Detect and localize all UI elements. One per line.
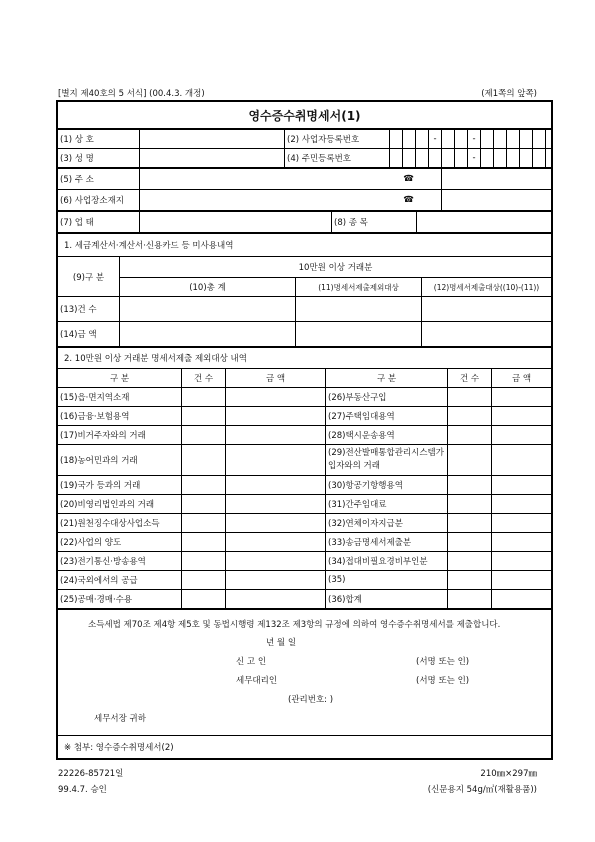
amount-subject-input[interactable] <box>422 322 552 347</box>
amount-input[interactable] <box>492 445 552 476</box>
biz-type-input[interactable] <box>140 212 332 233</box>
resident-digit[interactable] <box>481 149 494 168</box>
amount-input[interactable] <box>226 445 326 476</box>
table-row <box>58 590 552 609</box>
label-biz-reg: (2) 사업자등록번호 <box>285 130 390 149</box>
count-input[interactable] <box>182 514 226 533</box>
row-label: (23)전기통신·방송용역 <box>58 552 182 571</box>
section2-title: 2. 10만원 이상 거래분 명세서제출 제외대상 내역 <box>58 348 552 369</box>
label-biz-item: (8) 종 목 <box>332 212 417 233</box>
count-input[interactable] <box>182 445 226 476</box>
count-input[interactable] <box>182 590 226 609</box>
count-input[interactable] <box>448 590 492 609</box>
row-label: (18)농어민과의 거래 <box>58 445 182 476</box>
declaration-box <box>58 610 552 736</box>
resident-digit[interactable] <box>429 149 442 168</box>
row-label: (29)전산발매통합관리시스템가입자와의 거래 <box>326 445 448 476</box>
row-label: (30)항공기항행용역 <box>326 476 448 495</box>
row-label: (20)비영리법인과의 거래 <box>58 495 182 514</box>
info-table <box>57 129 552 168</box>
label-resident-no: (4) 주민등록번호 <box>285 149 390 168</box>
count-input[interactable] <box>448 426 492 445</box>
table-row <box>58 388 552 407</box>
biz-reg-digit[interactable] <box>390 130 403 149</box>
section1-title: 1. 세금계산서·계산서·신용카드 등 미사용내역 <box>58 234 552 257</box>
amount-input[interactable] <box>492 495 552 514</box>
amount-input[interactable] <box>492 514 552 533</box>
row-label: (24)국외에서의 공급 <box>58 571 182 590</box>
resident-digit[interactable] <box>416 149 429 168</box>
address-table <box>57 168 552 211</box>
row-label: (25)공매·경매·수용 <box>58 590 182 609</box>
amount-input[interactable] <box>492 590 552 609</box>
attachment-note: ※ 첨부: 영수증수취명세서(2) <box>58 736 552 759</box>
biz-reg-digit[interactable] <box>442 130 455 149</box>
biz-reg-digit[interactable] <box>455 130 468 149</box>
amount-input[interactable] <box>492 388 552 407</box>
count-input[interactable] <box>448 571 492 590</box>
section1-table <box>57 233 552 347</box>
count-total-input[interactable] <box>120 297 296 322</box>
amount-input[interactable] <box>226 388 326 407</box>
count-input[interactable] <box>448 495 492 514</box>
resident-digit[interactable] <box>403 149 416 168</box>
company-input[interactable] <box>140 130 285 149</box>
header-count: 건 수 <box>448 369 492 388</box>
row-label: (17)비거주자와의 거래 <box>58 426 182 445</box>
addressee: 세무서장 귀하 <box>94 714 146 724</box>
count-subject-input[interactable] <box>422 297 552 322</box>
label-count: (13)건 수 <box>58 297 120 322</box>
resident-digit[interactable] <box>455 149 468 168</box>
label-biz-type: (7) 업 태 <box>58 212 140 233</box>
biz-reg-digit[interactable] <box>533 130 546 149</box>
biz-reg-digit[interactable] <box>520 130 533 149</box>
form-title: 영수증수취명세서(1) <box>58 102 552 129</box>
count-input[interactable] <box>182 388 226 407</box>
row-label: (15)읍·면지역소재 <box>58 388 182 407</box>
resident-digit[interactable] <box>507 149 520 168</box>
count-input[interactable] <box>448 407 492 426</box>
section2-table <box>57 347 552 609</box>
label-subject: (12)명세서제출대상((10)-(11)) <box>422 278 552 297</box>
row-label: (21)원천징수대상사업소득 <box>58 514 182 533</box>
count-input[interactable] <box>182 426 226 445</box>
biz-reg-digit[interactable] <box>416 130 429 149</box>
business-table <box>57 211 552 233</box>
amount-input[interactable] <box>226 407 326 426</box>
row-label: (33)송금명세서제출분 <box>326 533 448 552</box>
label-address: (5) 주 소 <box>58 169 140 190</box>
management-number[interactable]: (관리번호: ) <box>288 695 334 705</box>
table-row <box>58 426 552 445</box>
receipt-form <box>56 100 553 760</box>
count-input[interactable] <box>182 571 226 590</box>
table-row <box>58 552 552 571</box>
row-label: (34)접대비필요경비부인분 <box>326 552 448 571</box>
biz-reg-dash: - <box>468 130 481 149</box>
resident-digit[interactable] <box>390 149 403 168</box>
agent-sign[interactable]: (서명 또는 인) <box>416 676 470 686</box>
amount-input[interactable] <box>226 571 326 590</box>
label-biz-location: (6) 사업장소재지 <box>58 190 140 211</box>
row-label: (22)사업의 양도 <box>58 533 182 552</box>
header-kind: 구 분 <box>58 369 182 388</box>
amount-input[interactable] <box>226 533 326 552</box>
form-reference: [별지 제40호의 5 서식] (00.4.3. 개정) <box>58 89 205 99</box>
label-amount: (14)금 액 <box>58 322 120 347</box>
title-table <box>57 101 552 129</box>
row-label: (16)금융·보험용역 <box>58 407 182 426</box>
section2-rows <box>58 388 552 609</box>
count-input[interactable] <box>448 552 492 571</box>
count-input[interactable] <box>448 476 492 495</box>
row-label: (32)연체이자지급분 <box>326 514 448 533</box>
biz-phone-input[interactable] <box>442 190 552 211</box>
amount-input[interactable] <box>492 476 552 495</box>
amount-input[interactable] <box>226 514 326 533</box>
count-input[interactable] <box>182 552 226 571</box>
table-row <box>58 533 552 552</box>
label-kind: (9)구 분 <box>58 257 120 297</box>
label-over-100k: 10만원 이상 거래분 <box>120 257 552 278</box>
biz-location-input[interactable] <box>140 190 442 211</box>
label-agent: 세무대리인 <box>236 676 278 686</box>
amount-input[interactable] <box>492 426 552 445</box>
paper-size: 210㎜×297㎜ <box>480 769 537 779</box>
count-input[interactable] <box>448 533 492 552</box>
amount-input[interactable] <box>492 407 552 426</box>
count-input[interactable] <box>448 514 492 533</box>
amount-input[interactable] <box>492 571 552 590</box>
resident-digit[interactable] <box>494 149 507 168</box>
label-excluded: (11)명세서제출제외대상 <box>296 278 422 297</box>
count-excluded-input[interactable] <box>296 297 422 322</box>
empty-cell <box>546 130 552 149</box>
header-count: 건 수 <box>182 369 226 388</box>
header-amount: 금 액 <box>226 369 326 388</box>
row-label: (26)부동산구입 <box>326 388 448 407</box>
resident-dash: - <box>468 149 481 168</box>
count-input[interactable] <box>182 407 226 426</box>
date-line: 년 월 일 <box>266 638 297 648</box>
biz-reg-digit[interactable] <box>494 130 507 149</box>
amount-input[interactable] <box>492 552 552 571</box>
table-row <box>58 495 552 514</box>
amount-total-input[interactable] <box>120 322 296 347</box>
resident-digit[interactable] <box>520 149 533 168</box>
biz-reg-digit[interactable] <box>507 130 520 149</box>
reporter-sign[interactable]: (서명 또는 인) <box>416 657 470 667</box>
label-company: (1) 상 호 <box>58 130 140 149</box>
declaration-text: 소득세법 제70조 제4항 제5호 및 동법시행령 제132조 제3항의 규정에 의하여 영수증수취명세서를 제출합니다. <box>88 620 501 630</box>
table-row <box>58 571 552 590</box>
row-label: (36)합계 <box>326 590 448 609</box>
phone-icon: ☎ <box>403 174 414 184</box>
row-label: (27)주택임대용역 <box>326 407 448 426</box>
count-input[interactable] <box>448 388 492 407</box>
resident-digit[interactable] <box>442 149 455 168</box>
form-code: 22226-85721일 <box>58 769 124 779</box>
count-input[interactable] <box>182 533 226 552</box>
amount-input[interactable] <box>226 476 326 495</box>
count-input[interactable] <box>448 445 492 476</box>
phone-input[interactable] <box>442 169 552 190</box>
header-kind: 구 분 <box>326 369 448 388</box>
name-input[interactable] <box>140 149 285 168</box>
phone-icon: ☎ <box>403 195 414 205</box>
amount-excluded-input[interactable] <box>296 322 422 347</box>
label-name: (3) 성 명 <box>58 149 140 168</box>
amount-input[interactable] <box>492 533 552 552</box>
page-indicator: (제1쪽의 앞쪽) <box>481 89 537 99</box>
amount-input[interactable] <box>226 590 326 609</box>
address-input[interactable] <box>140 169 442 190</box>
row-label: (35) <box>326 571 448 590</box>
approval-date: 99.4.7. 승인 <box>58 785 107 795</box>
paper-type: (신문용지 54g/㎡(재활용품)) <box>427 785 537 795</box>
amount-input[interactable] <box>226 426 326 445</box>
biz-reg-dash: - <box>429 130 442 149</box>
header-amount: 금 액 <box>492 369 552 388</box>
row-label: (19)국가 등과의 거래 <box>58 476 182 495</box>
label-total: (10)총 계 <box>120 278 296 297</box>
row-label: (28)택시운송용역 <box>326 426 448 445</box>
count-input[interactable] <box>182 495 226 514</box>
table-row <box>58 445 552 476</box>
footer-right <box>428 766 537 798</box>
table-row <box>58 407 552 426</box>
table-row <box>58 514 552 533</box>
biz-item-input[interactable] <box>417 212 552 233</box>
amount-input[interactable] <box>226 495 326 514</box>
table-row <box>58 476 552 495</box>
biz-reg-digit[interactable] <box>403 130 416 149</box>
biz-reg-digit[interactable] <box>481 130 494 149</box>
label-reporter: 신 고 인 <box>236 657 267 667</box>
resident-digit[interactable] <box>546 149 552 168</box>
resident-digit[interactable] <box>533 149 546 168</box>
footer-left <box>58 766 123 798</box>
declaration-table <box>57 609 552 759</box>
amount-input[interactable] <box>226 552 326 571</box>
row-label: (31)간주임대료 <box>326 495 448 514</box>
count-input[interactable] <box>182 476 226 495</box>
